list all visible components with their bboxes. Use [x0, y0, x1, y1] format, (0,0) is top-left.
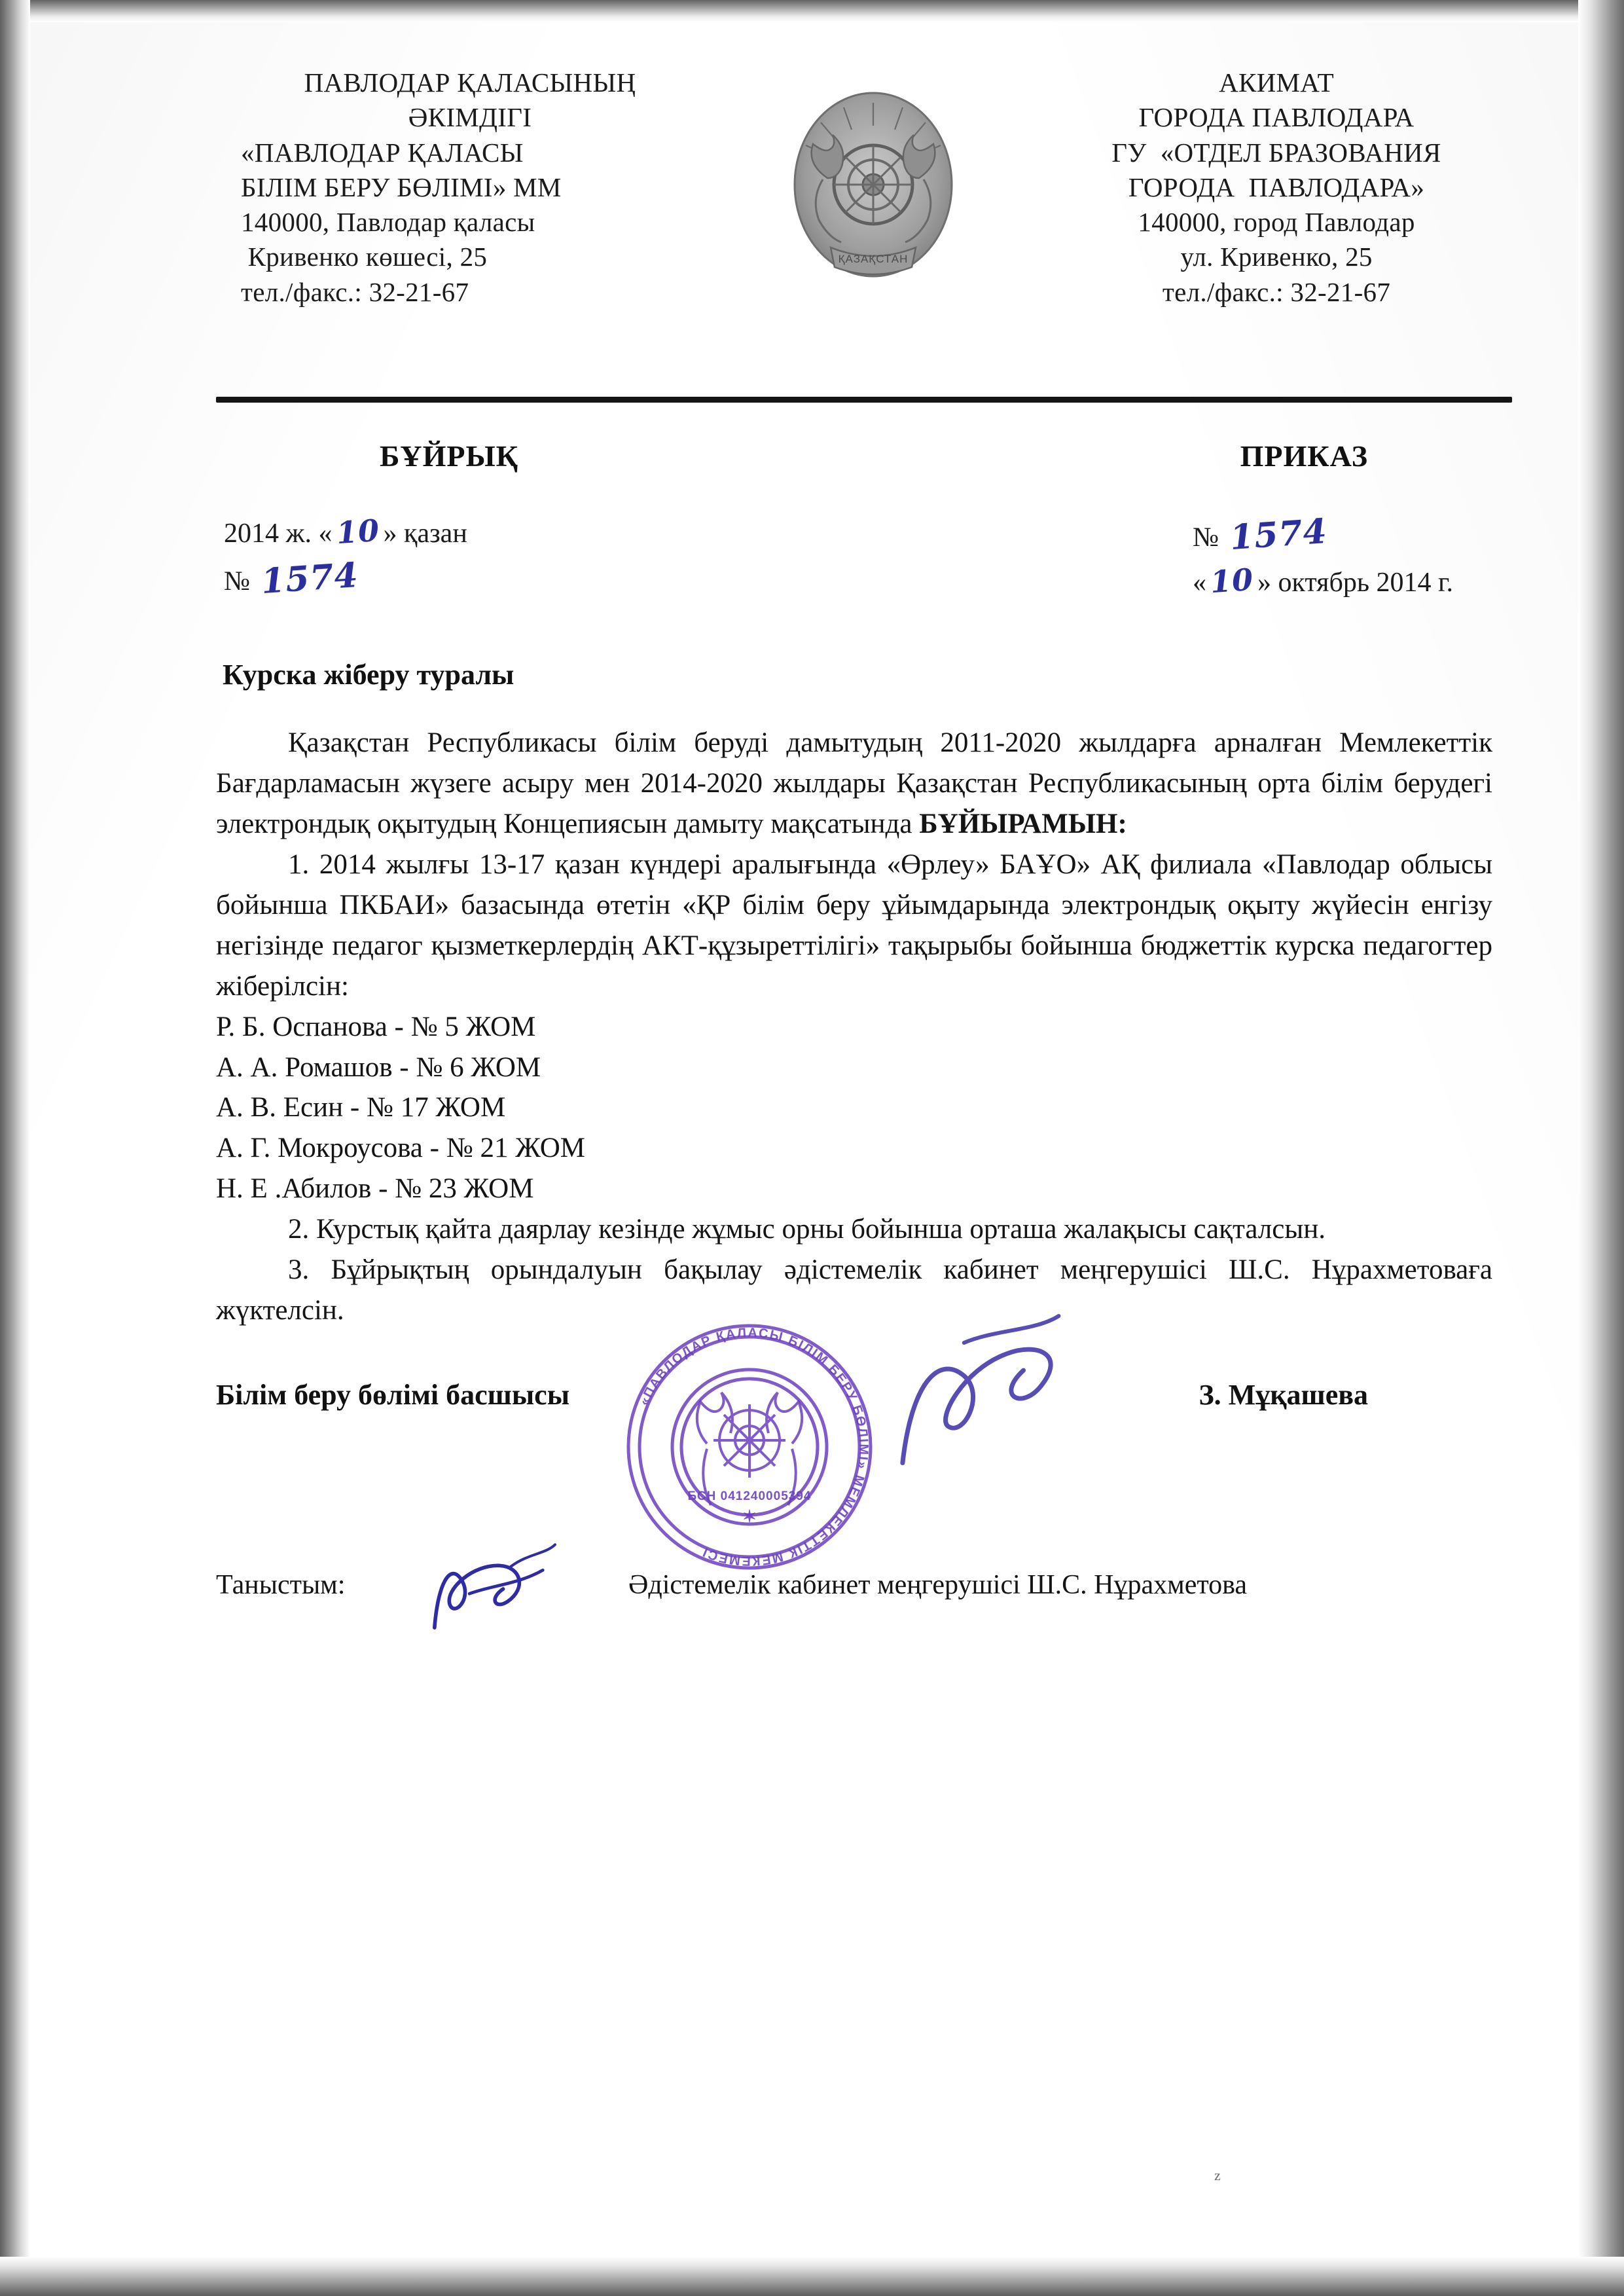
letterhead-ru-line-4: ГОРОДА ПАВЛОДАРА»	[1128, 172, 1425, 202]
letterhead-kk-line-5: 140000, Павлодар қаласы	[241, 207, 535, 238]
handwritten-day-kazakh: 10	[334, 512, 381, 551]
svg-text:БСН 041240005394: БСН 041240005394	[687, 1489, 812, 1503]
participant-2: А. А. Ромашов - № 6 ЖОМ	[216, 1051, 541, 1083]
scan-edge-bottom	[0, 2257, 1624, 2296]
svg-text:✶: ✶	[742, 1506, 757, 1526]
page-footer-mark: z	[1214, 2167, 1221, 2183]
letterhead-ru-line-3: ГУ «ОТДЕЛ БРАЗОВАНИЯ	[1111, 137, 1441, 168]
number-label-russian: №	[1193, 522, 1219, 553]
date-block-russian	[1193, 510, 1453, 603]
signature-row	[216, 1325, 1512, 1569]
scan-edge-right	[1578, 0, 1624, 2296]
participant-4: А. Г. Мокроусова - № 21 ЖОМ	[216, 1133, 585, 1164]
preamble-order-word: БҰЙЫРАМЫН:	[919, 809, 1127, 840]
acknowledgement-signature-mark	[400, 1521, 634, 1649]
svg-text:ҚАЗАҚСТАН: ҚАЗАҚСТАН	[838, 253, 909, 265]
handwritten-number-russian: 1574	[1228, 511, 1329, 558]
date-kk-prefix: 2014 ж. «	[224, 519, 333, 549]
document-subject: Курска жіберу туралы	[223, 659, 514, 691]
date-ru-suffix: » октябрь 2014 г.	[1257, 568, 1453, 598]
preamble-text: Қазақстан Республикасы білім беруді дамытудың 2011-2020 жылдарға арналған Мемлекеттік Бағдарламасын жүзеге асыру мен 2014-2020 жылдары Қазақстан Республикасының орта білім берудегі электрондық оқытудың Концепиясын дамыту мақсатында	[216, 727, 1492, 840]
letterhead-kk-line-6: Кривенко көшесі, 25	[241, 242, 488, 272]
acknowledgement-text: Әдістемелік кабинет меңгерушісі Ш.С. Нұрахметова	[628, 1570, 1248, 1601]
document-content	[216, 65, 1512, 1634]
handwritten-day-russian: 10	[1209, 562, 1255, 600]
letterhead-kazakh	[216, 65, 699, 310]
scan-edge-top	[0, 0, 1624, 22]
letterhead-ru-line-1: АКИМАТ	[1219, 67, 1334, 98]
letterhead-kk-line-4: БІЛІМ БЕРУ БӨЛІМІ» ММ	[241, 172, 562, 202]
paragraph-item-3: 3. Бұйрықтың орындалуын бақылау әдістемелік кабинет меңгерушісі Ш.С. Нұрахметоваға жүктелсін.	[216, 1254, 1492, 1326]
letterhead-kk-line-2: ӘКІМДІГІ	[408, 102, 532, 133]
scan-edge-left	[0, 0, 30, 2296]
date-number-block	[216, 510, 1512, 603]
letterhead-kk-line-7: тел./факс.: 32-21-67	[241, 276, 469, 307]
participant-5: Н. Е .Абилов - № 23 ЖОМ	[216, 1173, 534, 1205]
date-line-kazakh	[224, 510, 467, 554]
svg-text:«ПАВЛОДАР ҚАЛАСЫ БІЛІМ БЕРУ БӨ: «ПАВЛОДАР ҚАЛАСЫ БІЛІМ БЕРУ БӨЛІМІ» МЕМЛЕКЕТТІК МЕКЕМЕСІ	[637, 1325, 871, 1569]
letterhead	[216, 65, 1512, 393]
signature-name: З. Мұқашева	[1199, 1378, 1368, 1411]
date-block-kazakh	[224, 510, 467, 603]
handwritten-number-kazakh: 1574	[259, 555, 360, 602]
signature-position: Білім беру бөлімі басшысы	[216, 1378, 570, 1411]
paragraph-item-1: 1. 2014 жылғы 13-17 қазан күндері аралығында «Өрлеу» БАҰО» АҚ филиала «Павлодар облысы бойынша ПКБАИ» базасында өтетін «ҚР білім беру ұйымдарында электрондық оқыту жүйесін енгізу негізінде педагог қызметкерлердің АКТ-құзыреттілігі» тақырыбы бойынша бюджеттік курска педагогтер жіберілсін:	[216, 849, 1492, 1002]
letterhead-ru-line-2: ГОРОДА ПАВЛОДАРА	[1138, 102, 1415, 133]
header-divider	[216, 397, 1512, 403]
letterhead-kk-line-3: «ПАВЛОДАР ҚАЛАСЫ	[241, 137, 524, 168]
number-label-kazakh: №	[224, 566, 251, 596]
kazakhstan-coat-of-arms-icon	[765, 80, 981, 296]
date-kk-suffix: » қазан	[383, 519, 467, 549]
letterhead-ru-line-6: ул. Кривенко, 25	[1180, 242, 1373, 272]
number-line-russian	[1193, 510, 1453, 559]
letterhead-russian	[1047, 65, 1512, 310]
document-titles	[216, 439, 1512, 473]
acknowledgement-row	[216, 1536, 1512, 1634]
letterhead-ru-line-5: 140000, город Павлодар	[1138, 207, 1415, 238]
paragraph-preamble	[216, 723, 1492, 845]
acknowledgement-label: Таныстым:	[216, 1570, 346, 1601]
date-line-russian	[1193, 559, 1453, 603]
participant-1: Р. Б. Оспанова - № 5 ЖОМ	[216, 1011, 536, 1042]
date-ru-prefix: «	[1193, 568, 1206, 598]
title-russian: ПРИКАЗ	[1240, 439, 1368, 473]
title-kazakh: БҰЙРЫҚ	[380, 439, 519, 473]
paragraph-item-2: 2. Курстық қайта даярлау кезінде жұмыс орны бойынша орташа жалақысы сақталсын.	[288, 1214, 1326, 1245]
number-line-kazakh	[224, 554, 467, 603]
letterhead-ru-line-7: тел./факс.: 32-21-67	[1162, 276, 1391, 307]
document-body	[216, 723, 1492, 1331]
letterhead-kk-line-1: ПАВЛОДАР ҚАЛАСЫНЫҢ	[304, 67, 636, 98]
participant-3: А. В. Есин - № 17 ЖОМ	[216, 1092, 506, 1123]
